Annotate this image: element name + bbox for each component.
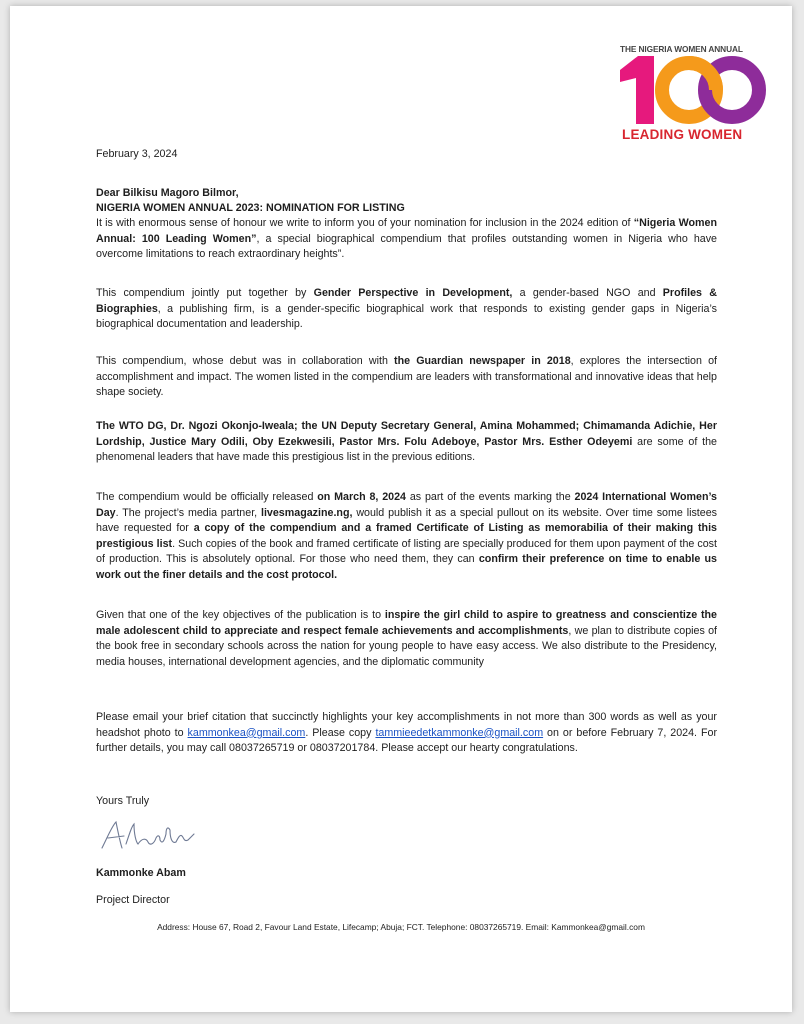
p5-text-c: as part of the events marking the: [405, 491, 575, 503]
paragraph-7: [96, 710, 717, 757]
email-link-copy[interactable]: tammieedetkammonke@gmail.com: [375, 726, 544, 739]
logo-top-text: THE NIGERIA WOMEN ANNUAL: [620, 44, 743, 54]
p5-event: 2024 International Women’s Day: [96, 491, 717, 519]
p6-text-c: , we plan to distribute copies of the book free in secondary schools across the nation for young people to have easy access. We also distribute to the Presidency, media houses, international development agencies, and the diplomatic community: [96, 624, 717, 668]
p3-partner: the Guardian newspaper in 2018: [394, 355, 571, 367]
p2-text-end: , a publishing firm, is a gender-specific biographical work that responds to existing gender gaps in Nigeria’s biographical documentation and leadership.: [96, 302, 717, 331]
signer-title: Project Director: [96, 894, 170, 906]
paragraph-4: [96, 419, 717, 466]
closing: Yours Truly: [96, 795, 150, 807]
p5-text-g: would publish it as a special pullout on its website. Over time some listees have requested for: [96, 506, 717, 535]
paragraph-5: [96, 490, 717, 584]
p3-text-end: , explores the intersection of accomplishment and impact. The women listed in the compendium are leaders with transformational and innovative ideas that help shape society.: [96, 355, 717, 399]
p1-title: “Nigeria Women Annual: 100 Leading Women”: [96, 217, 717, 245]
logo-100-mark: [618, 54, 768, 126]
p5-release-date: on March 8, 2024: [317, 491, 406, 503]
p4-text-end: are some of the phenomenal leaders that have made this prestigious list in the previous editions.: [96, 435, 717, 464]
p7-text-c: on or before February 7, 2024. For further details, you may call 08037265719 or 08037201784. Please accept our hearty congratulations.: [96, 726, 718, 755]
signer-name: Kammonke Abam: [96, 867, 186, 879]
p2-org-2: Profiles & Biographies: [96, 287, 717, 315]
paragraph-3: [96, 354, 717, 401]
p3-text: This compendium, whose debut was in collaboration with: [96, 355, 395, 367]
nigeria-women-annual-logo: [618, 44, 768, 146]
paragraph-1: [96, 216, 717, 263]
email-link-primary[interactable]: kammonkea@gmail.com: [187, 726, 306, 739]
letter-date: February 3, 2024: [96, 148, 178, 160]
p6-objective: inspire the girl child to aspire to greatness and conscientize the male adolescent child to appreciate and respect female achievements and accomplishments: [96, 609, 718, 637]
p5-confirm: confirm their preference on time to enable us work out the finer details and the cost protocol.: [96, 553, 717, 581]
p1-text: It is with enormous sense of honour we write to inform you of your nomination for inclusion in the 2024 edition of: [96, 217, 634, 229]
p2-text: This compendium jointly put together by: [96, 287, 314, 299]
p5-request: a copy of the compendium and a framed Certificate of Listing as memorabilia of their making this prestigious list: [96, 522, 718, 550]
p1-text-end: , a special biographical compendium that profiles outstanding women in Nigeria who have overcome limitations to reach extraordinary heights”.: [96, 232, 717, 261]
paragraph-2: [96, 286, 717, 333]
p5-text-a: The compendium would be officially released: [96, 491, 318, 503]
logo-bottom-text: LEADING WOMEN: [622, 127, 743, 142]
p6-text-a: Given that one of the key objectives of the publication is to: [96, 609, 385, 621]
p4-leaders: The WTO DG, Dr. Ngozi Okonjo-Iweala; the UN Deputy Secretary General, Amina Mohammed; Chimamanda Adichie, Her Lordship, Justice Mary Odili, Oby Ezekwesili, Pastor Mrs. Folu Adeboye, Pastor Mrs. Esther Odeyemi: [96, 420, 717, 448]
p5-text-i: . Such copies of the book and framed certificate of listing are specially produced for them upon payment of the cost of production. This is absolutely optional. For those who need them, they can: [96, 537, 717, 566]
p2-org-1: Gender Perspective in Development,: [313, 287, 513, 299]
salutation: Dear Bilkisu Magoro Bilmor,: [96, 187, 239, 199]
footer-address: Address: House 67, Road 2, Favour Land Estate, Lifecamp; Abuja; FCT. Telephone: 08037265719. Email: Kammonkea@gmail.com: [157, 922, 645, 932]
p7-text-b: . Please copy: [305, 726, 376, 739]
p7-text-a: Please email your brief citation that succinctly highlights your key accomplishments in not more than 300 words as well as your headshot photo to: [96, 711, 717, 739]
paragraph-6: [96, 608, 717, 670]
p5-text-e: . The project’s media partner,: [115, 506, 261, 519]
p2-text-mid: a gender-based NGO and: [512, 287, 663, 299]
p5-media-partner: livesmagazine.ng,: [260, 506, 353, 519]
handwritten-signature: [98, 814, 198, 856]
letter-page: [10, 6, 792, 1012]
letter-subject: NIGERIA WOMEN ANNUAL 2023: NOMINATION FOR LISTING: [96, 202, 405, 214]
